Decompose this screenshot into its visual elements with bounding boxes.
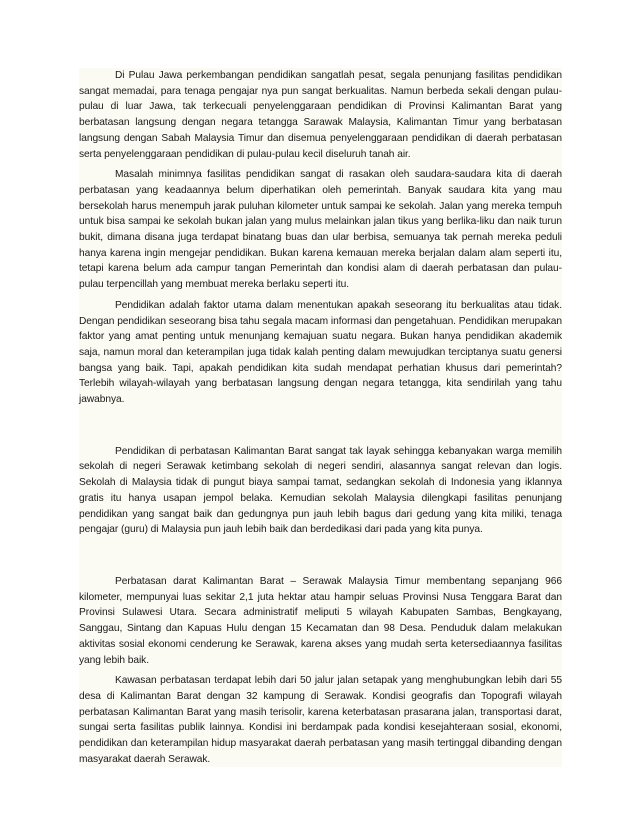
paragraph-2: Masalah minimnya fasilitas pendidikan sangat di rasakan oleh saudara-saudara kita di daerah perbatasan yang keadaannya belum diperhatikan oleh pemerintah. Banyak saudara kita yang mau bersekolah harus menempuh jarak puluhan kilometer untuk sampai ke sekolah. Jalan yang mereka tempuh untuk bisa sampai ke sekolah bukan jalan yang mulus melainkan jalan tikus yang berlika-liku dan naik turun bukit, dimana disana juga terdapat binatang buas dan ular berbisa, semuanya tak pernah mereka peduli hanya karena ingin mengejar pendidikan. Bukan karena kemauan mereka berjalan dalam alam seperti itu, tetapi karena belum ada campur tangan Pemerintah dan kondisi alam di daerah perbatasan dan pulau-pulau terpencillah yang membuat mereka berlaku seperti itu.	[79, 169, 562, 291]
paragraph-4: Pendidikan di perbatasan Kalimantan Barat sangat tak layak sehingga kebanyakan warga memilih sekolah di negeri Serawak ketimbang sekolah di negeri sendiri, alasannya sangat relevan dan logis. Sekolah di Malaysia tidak di pungut biaya sampai tamat, sedangkan sekolah di Indonesia yang iklannya gratis itu hanya usapan jempol belaka. Kemudian sekolah Malaysia dilengkapi fasilitas penunjang pendidikan yang sangat baik dan gedungnya pun jauh lebih bagus dari gedung yang kita miliki, tenaga pengajar (guru) di Malaysia pun jauh lebih baik dan berdedikasi dari pada yang kita punya.	[79, 445, 562, 536]
paragraph-3: Pendidikan adalah faktor utama dalam menentukan apakah seseorang itu berkualitas atau tidak. Dengan pendidikan seseorang bisa tahu segala macam informasi dan pengetahuan. Pendidikan merupakan faktor yang amat penting untuk menunjang kemajuan suatu negara. Bukan hanya pendidikan akademik saja, namun moral dan keterampilan juga tidak kalah penting dalam mewujudkan terciptanya suatu genersi bangsa yang baik. Tapi, apakah pendidikan kita sudah mendapat perhatian khusus dari pemerintah? Terlebih wilayah-wilayah yang berbatasan langsung dengan negara tetangga, kita sendirilah yang tahu jawabnya.	[79, 299, 562, 406]
section-2	[79, 444, 562, 538]
paragraph-1: Di Pulau Jawa perkembangan pendidikan sangatlah pesat, segala penunjang fasilitas pendidikan sangat memadai, para tenaga pengajar nya pun sangat berkualitas. Namun berbeda sekali dengan pulau-pulau di luar Jawa, tak terkecuali penyelenggaraan pendidikan di Provinsi Kalimantan Barat yang berbatasan langsung dengan negara tetangga Sarawak Malaysia, Kalimantan Timur yang berbatasan langsung dengan Sabah Malaysia Timur dan disemua penyelenggaraan pendidikan di daerah perbatasan serta penyelenggaraan pendidikan di pulau-pulau kecil diseluruh tanah air.	[79, 70, 562, 160]
paragraph-5: Perbatasan darat Kalimantan Barat – Serawak Malaysia Timur membentang sepanjang 966 kilometer, mempunyai luas sekitar 2,1 juta hektar atau hampir seluas Provinsi Nusa Tenggara Barat dan Provinsi Sulawesi Utara. Secara administratif meliputi 5 wilayah Kabupaten Sambas, Bengkayang, Sanggau, Sintang dan Kapuas Hulu dengan 15 Kecamatan dan 98 Desa. Penduduk dalam melakukan aktivitas sosial ekonomi cenderung ke Serawak, karena akses yang mudah serta ketersediaannya fasilitas yang lebih baik.	[79, 575, 562, 666]
paragraph-6: Kawasan perbatasan terdapat lebih dari 50 jalur jalan setapak yang menghubungkan lebih dari 55 desa di Kalimantan Barat dengan 32 kampung di Serawak. Kondisi geografis dan Topografi wilayah perbatasan Kalimantan Barat yang masih terisolir, karena keterbatasan prasarana jalan, transportasi darat, sungai serta fasilitas publik lainnya. Kondisi ini berdampak pada kondisi kesejahteraan sosial, ekonomi, pendidikan dan keterampilan hidup masyarakat daerah perbatasan yang masih tertinggal dibanding dengan masyarakat daerah Serawak.	[79, 675, 562, 765]
blank-gap-1	[79, 408, 562, 444]
blank-gap-2	[79, 538, 562, 574]
section-1	[79, 68, 562, 408]
section-3	[79, 574, 562, 767]
